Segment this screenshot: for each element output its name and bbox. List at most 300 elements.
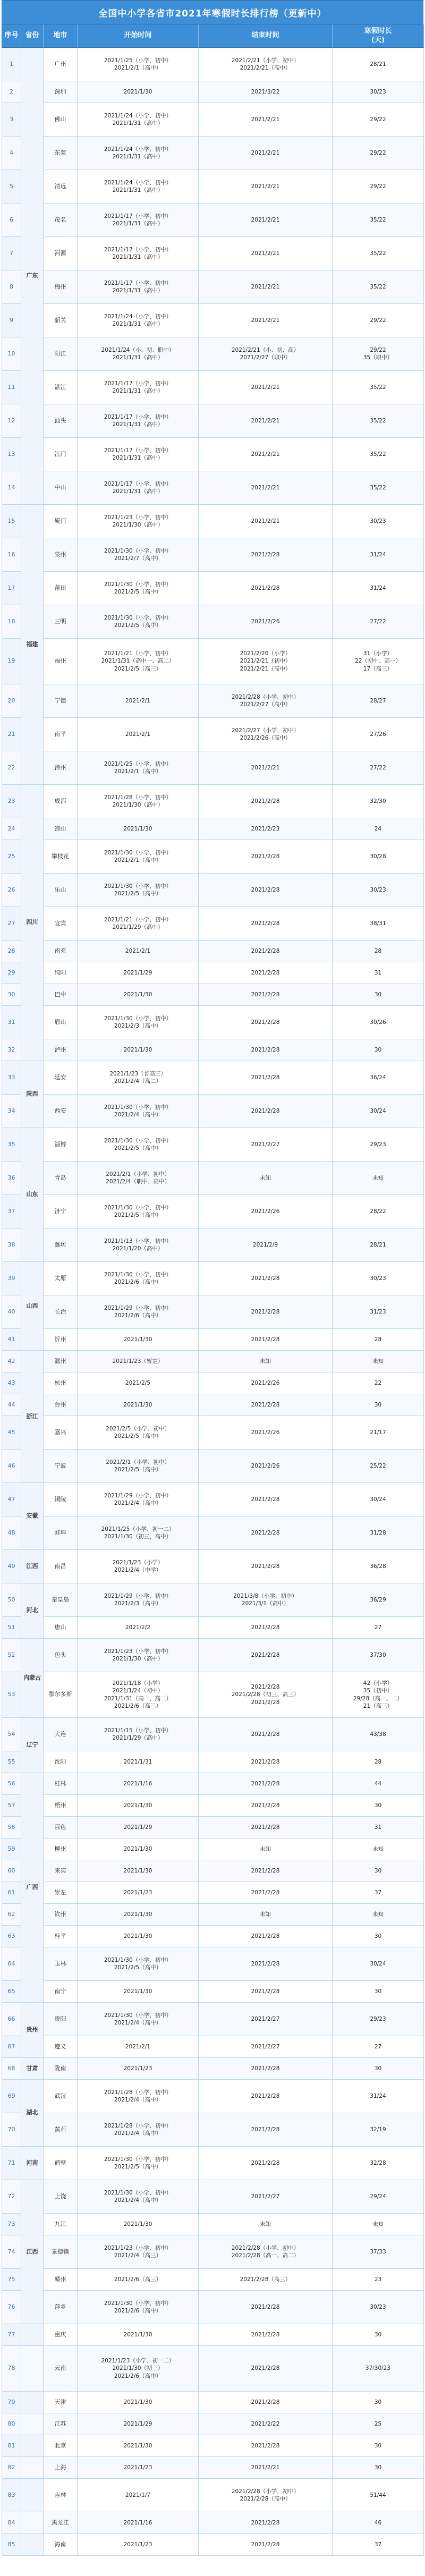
start-date-cell: 2021/1/29 (78, 2413, 199, 2435)
city-cell: 淄博 (44, 1128, 78, 1162)
duration-cell: 30/28 (333, 840, 424, 874)
row-index: 78 (2, 2346, 21, 2392)
end-date-cell: 2021/2/21 (199, 170, 333, 204)
duration-cell: 51/44 (333, 2479, 424, 2512)
duration-cell: 25/22 (333, 1450, 424, 1483)
duration-cell: 29/22 35（职中） (333, 337, 424, 371)
city-cell: 陇南 (44, 2058, 78, 2080)
end-date-cell: 2021/2/27 (199, 2180, 333, 2214)
end-date-cell: 2021/2/28 (199, 1751, 333, 1773)
duration-cell: 未知 (333, 1904, 424, 1926)
row-index: 5 (2, 170, 21, 204)
start-date-cell: 2021/1/24（小学、初中） 2021/1/31（高中） (78, 103, 199, 137)
duration-cell: 31/24 (333, 538, 424, 572)
duration-cell: 32/30 (333, 785, 424, 818)
row-index: 36 (2, 1162, 21, 1195)
duration-cell: 37/30/23 (333, 2346, 424, 2392)
city-cell: 赣州 (44, 2269, 78, 2291)
duration-cell: 30/23 (333, 81, 424, 103)
start-date-cell: 2021/1/30 (78, 2435, 199, 2457)
duration-cell: 37/33 (333, 2235, 424, 2269)
city-cell: 台州 (44, 1394, 78, 1416)
city-cell: 深圳 (44, 81, 78, 103)
city-cell: 崇左 (44, 1882, 78, 1904)
row-index: 64 (2, 1947, 21, 1981)
row-index: 37 (2, 1195, 21, 1228)
end-date-cell: 2021/2/28 (199, 1860, 333, 1882)
duration-cell: 30/24 (333, 1483, 424, 1516)
row-index: 83 (2, 2479, 21, 2512)
row-index: 31 (2, 1006, 21, 1039)
row-index: 72 (2, 2180, 21, 2214)
end-date-cell: 2021/2/28 (199, 1817, 333, 1838)
start-date-cell: 2021/1/23（小学、初一二） 2021/1/30（初三） 2021/2/6（高中） (78, 2346, 199, 2392)
header-province: 省份 (21, 24, 44, 48)
start-date-cell: 2021/1/30（小学、初中） 2021/2/4（高中） (78, 1095, 199, 1128)
city-cell: 阳江 (44, 337, 78, 371)
city-cell: 韶关 (44, 304, 78, 337)
start-date-cell: 2021/1/31 (78, 1751, 199, 1773)
end-date-cell: 2021/2/27 (199, 2003, 333, 2036)
end-date-cell: 未知 (199, 2214, 333, 2235)
city-cell: 中山 (44, 471, 78, 505)
end-date-cell: 2021/2/28 (199, 1718, 333, 1751)
end-date-cell: 2021/2/21（小、初、高） 2071/2/27（职中） (199, 337, 333, 371)
row-index: 23 (2, 785, 21, 818)
duration-cell: 21/17 (333, 1416, 424, 1450)
start-date-cell: 2021/1/23（小学、初中） 2021/2/4（高三） (78, 2235, 199, 2269)
duration-cell: 30/24 (333, 1095, 424, 1128)
start-date-cell: 2021/1/30 (78, 1860, 199, 1882)
end-date-cell: 2021/2/21（小学、初中） 2021/2/21（高中） (199, 48, 333, 81)
end-date-cell: 2021/2/27 (199, 1128, 333, 1162)
city-cell: 萍乡 (44, 2291, 78, 2324)
duration-cell: 未知 (333, 1351, 424, 1372)
end-date-cell: 2021/2/28 (199, 1795, 333, 1817)
duration-cell: 27 (333, 2036, 424, 2058)
duration-cell: 30 (333, 2457, 424, 2479)
row-index: 55 (2, 1751, 21, 1773)
start-date-cell: 2021/1/16 (78, 1773, 199, 1795)
city-cell: 海南 (44, 2534, 78, 2556)
row-index: 48 (2, 1516, 21, 1550)
duration-cell: 35/22 (333, 438, 424, 471)
province-cell: 湖北 (21, 2080, 44, 2147)
city-cell: 忻州 (44, 1329, 78, 1351)
province-cell: 河南 (21, 2147, 44, 2180)
province-cell-empty (21, 2324, 44, 2346)
duration-cell: 28/27 (333, 684, 424, 718)
start-date-cell: 2021/1/29（小学、初中） 2021/2/4（高中） (78, 1483, 199, 1516)
province-cell: 福建 (21, 505, 44, 785)
row-index: 85 (2, 2534, 21, 2556)
end-date-cell: 2021/2/21 (199, 137, 333, 170)
city-cell: 柳州 (44, 1838, 78, 1860)
city-cell: 武汉 (44, 2080, 78, 2113)
row-index: 7 (2, 237, 21, 270)
duration-cell: 28 (333, 940, 424, 962)
row-index: 28 (2, 940, 21, 962)
city-cell: 铜陵 (44, 1483, 78, 1516)
province-cell-empty (21, 2392, 44, 2413)
start-date-cell: 2021/1/29 (78, 1817, 199, 1838)
row-index: 69 (2, 2080, 21, 2113)
duration-cell: 30/26 (333, 1006, 424, 1039)
row-index: 45 (2, 1416, 21, 1450)
city-cell: 凉山 (44, 818, 78, 840)
end-date-cell: 2021/2/26 (199, 1372, 333, 1394)
end-date-cell: 2021/2/28 (199, 2058, 333, 2080)
end-date-cell: 2021/2/26 (199, 1195, 333, 1228)
row-index: 11 (2, 371, 21, 404)
start-date-cell: 2021/1/30 (78, 1926, 199, 1947)
end-date-cell: 2021/2/28 (199, 2346, 333, 2392)
city-cell: 汕头 (44, 404, 78, 438)
row-index: 19 (2, 639, 21, 684)
end-date-cell: 2021/2/28 (199, 1926, 333, 1947)
city-cell: 玉林 (44, 1947, 78, 1981)
city-cell: 西安 (44, 1095, 78, 1128)
city-cell: 广州 (44, 48, 78, 81)
row-index: 27 (2, 907, 21, 940)
city-cell: 云南 (44, 2346, 78, 2392)
duration-cell: 46 (333, 2512, 424, 2534)
row-index: 42 (2, 1351, 21, 1372)
province-cell: 山东 (21, 1128, 44, 1262)
end-date-cell: 2021/2/28 (199, 2147, 333, 2180)
duration-cell: 28/21 (333, 1228, 424, 1262)
start-date-cell: 2021/1/24（小学、初中） 2021/1/31（高中） (78, 304, 199, 337)
end-date-cell: 2021/2/28（小学、初中） 2021/2/28（高中） (199, 2479, 333, 2512)
row-index: 40 (2, 1295, 21, 1329)
row-index: 18 (2, 605, 21, 639)
row-index: 13 (2, 438, 21, 471)
end-date-cell: 2021/2/27 (199, 2036, 333, 2058)
start-date-cell: 2021/1/17（小学、初中） 2021/1/31（高中） (78, 438, 199, 471)
row-index: 4 (2, 137, 21, 170)
province-cell: 广西 (21, 1773, 44, 2003)
start-date-cell: 2021/1/23 (78, 2457, 199, 2479)
start-date-cell: 2021/1/18（小学） 2021/1/24（初中） 2021/1/31（高一、高二） 2021/2/6（高三） (78, 1672, 199, 1718)
start-date-cell: 2021/1/30 (78, 818, 199, 840)
end-date-cell: 2021/2/28 (199, 1981, 333, 2003)
row-index: 6 (2, 204, 21, 237)
end-date-cell: 2021/2/21 (199, 371, 333, 404)
start-date-cell: 2021/2/5（小学、初中） 2021/2/5（高中） (78, 1416, 199, 1450)
city-cell: 绵阳 (44, 962, 78, 984)
duration-cell: 38/31 (333, 907, 424, 940)
city-cell: 嘉兴 (44, 1416, 78, 1450)
end-date-cell: 2021/2/28 (199, 538, 333, 572)
row-index: 52 (2, 1639, 21, 1672)
duration-cell: 31 (333, 962, 424, 984)
city-cell: 南充 (44, 940, 78, 962)
table-header (2, 24, 423, 48)
start-date-cell: 2021/1/28（小学、初中） 2021/2/4（高中） (78, 2080, 199, 2113)
province-cell-empty (21, 2457, 44, 2479)
end-date-cell: 2021/2/28 (199, 1394, 333, 1416)
end-date-cell: 2021/2/20（小学） 2021/2/21（初中） 2021/2/21（高中） (199, 639, 333, 684)
end-date-cell: 未知 (199, 1838, 333, 1860)
row-index: 20 (2, 684, 21, 718)
start-date-cell: 2021/1/30（小学、初中） 2021/2/6（高中） (78, 1262, 199, 1295)
start-date-cell: 2021/2/1（小学、初中） 2021/2/4（职中、高中） (78, 1162, 199, 1195)
city-cell: 梅州 (44, 270, 78, 304)
end-date-cell: 2021/2/21 (199, 505, 333, 538)
row-index: 17 (2, 572, 21, 605)
end-date-cell: 2021/2/28 (199, 840, 333, 874)
start-date-cell: 2021/1/30（小学、初中） 2021/2/3（高中） (78, 1006, 199, 1039)
start-date-cell: 2021/1/23（暂定） (78, 1351, 199, 1372)
end-date-cell: 2021/2/28 (199, 1516, 333, 1550)
end-date-cell: 2021/2/21 (199, 304, 333, 337)
duration-cell: 30 (333, 1039, 424, 1061)
row-index: 81 (2, 2435, 21, 2457)
row-index: 47 (2, 1483, 21, 1516)
start-date-cell: 2021/1/30 (78, 1838, 199, 1860)
start-date-cell: 2021/1/30 (78, 2324, 199, 2346)
start-date-cell: 2021/1/30 (78, 1981, 199, 2003)
end-date-cell: 2021/2/27（小学、初中） 2021/2/26（高中） (199, 718, 333, 751)
start-date-cell: 2021/1/30（小学、初中） 2021/2/4（高中） (78, 2003, 199, 2036)
city-cell: 乐山 (44, 874, 78, 907)
end-date-cell: 2021/2/21 (199, 237, 333, 270)
duration-cell: 43/38 (333, 1718, 424, 1751)
city-cell: 泸州 (44, 1039, 78, 1061)
duration-cell: 28/21 (333, 48, 424, 81)
start-date-cell: 2021/1/7 (78, 2479, 199, 2512)
duration-cell: 23 (333, 2269, 424, 2291)
end-date-cell: 2021/2/28 (199, 572, 333, 605)
row-index: 10 (2, 337, 21, 371)
city-cell: 黄石 (44, 2113, 78, 2147)
start-date-cell: 2021/1/21（小学、初中） 2021/1/29（高中） (78, 907, 199, 940)
row-index: 35 (2, 1128, 21, 1162)
row-index: 15 (2, 505, 21, 538)
city-cell: 南宁 (44, 1981, 78, 2003)
end-date-cell: 未知 (199, 1351, 333, 1372)
start-date-cell: 2021/1/30（小学、初中） 2021/2/6（高中） (78, 2291, 199, 2324)
end-date-cell: 2021/2/21 (199, 204, 333, 237)
duration-cell: 30 (333, 984, 424, 1006)
duration-cell: 27/26 (333, 718, 424, 751)
province-cell-empty (21, 2512, 44, 2534)
duration-cell: 31（小学） 22（初中、高一） 17（高三） (333, 639, 424, 684)
end-date-cell: 2021/2/28 (199, 1639, 333, 1672)
end-date-cell: 2021/2/28 (199, 1061, 333, 1095)
row-index: 76 (2, 2291, 21, 2324)
start-date-cell: 2021/1/23（小学、初中） 2021/1/30（高中） (78, 1639, 199, 1672)
duration-cell: 未知 (333, 1838, 424, 1860)
duration-cell: 未知 (333, 1162, 424, 1195)
duration-cell: 42（小学） 35（初中） 29/28（高一、二） 21（高三） (333, 1672, 424, 1718)
end-date-cell: 2021/2/28 (199, 907, 333, 940)
city-cell: 眉山 (44, 1006, 78, 1039)
duration-cell: 30/23 (333, 874, 424, 907)
duration-cell: 30 (333, 1981, 424, 2003)
city-cell: 莆田 (44, 572, 78, 605)
end-date-cell: 2021/2/28（高三） (199, 2269, 333, 2291)
city-cell: 鹤壁 (44, 2147, 78, 2180)
duration-cell: 30/23 (333, 1262, 424, 1295)
duration-cell: 31/24 (333, 572, 424, 605)
end-date-cell: 2021/2/9 (199, 1228, 333, 1262)
start-date-cell: 2021/1/24（小学、初中） 2021/1/31（高中） (78, 170, 199, 204)
city-cell: 北京 (44, 2435, 78, 2457)
row-index: 60 (2, 1860, 21, 1882)
start-date-cell: 2021/1/30（小学、初中） 2021/2/1（高中） (78, 840, 199, 874)
start-date-cell: 2021/1/30 (78, 2214, 199, 2235)
row-index: 3 (2, 103, 21, 137)
city-cell: 秦皇岛 (44, 1583, 78, 1617)
page-title: 全国中小学各省市2021年寒假时长排行榜（更新中） (2, 0, 423, 24)
end-date-cell: 2021/2/21 (199, 103, 333, 137)
end-date-cell: 2021/2/28 (199, 2392, 333, 2413)
end-date-cell: 2021/2/28 (199, 1947, 333, 1981)
end-date-cell: 2021/2/21 (199, 438, 333, 471)
row-index: 44 (2, 1394, 21, 1416)
start-date-cell: 2021/1/25（小学、初一二） 2021/1/30（初三、高中） (78, 1516, 199, 1550)
city-cell: 天津 (44, 2392, 78, 2413)
duration-cell: 29/23 (333, 1128, 424, 1162)
start-date-cell: 2021/1/29（小学、初中） 2021/2/6（高中） (78, 1295, 199, 1329)
start-date-cell: 2021/1/30（小学、初中） 2021/2/5（高中） (78, 1195, 199, 1228)
row-index: 63 (2, 1926, 21, 1947)
end-date-cell: 2021/2/28 (199, 1882, 333, 1904)
province-cell-empty (21, 2413, 44, 2435)
end-date-cell: 未知 (199, 1162, 333, 1195)
province-cell: 贵州 (21, 2003, 44, 2058)
start-date-cell: 2021/1/24（小、初、职中） 2021/1/31（高中） (78, 337, 199, 371)
province-cell: 内蒙古 (21, 1639, 44, 1718)
end-date-cell: 2021/2/28（小学、初中） 2021/2/27（高中） (199, 684, 333, 718)
end-date-cell: 2021/2/28 (199, 785, 333, 818)
city-cell: 杭州 (44, 1372, 78, 1394)
row-index: 67 (2, 2036, 21, 2058)
row-index: 16 (2, 538, 21, 572)
start-date-cell: 2021/1/30 (78, 1039, 199, 1061)
start-date-cell: 2021/1/23（小学、初中） 2021/1/30（高中） (78, 505, 199, 538)
city-cell: 厦门 (44, 505, 78, 538)
start-date-cell: 2021/2/1（小学、初中） 2021/2/5（高中） (78, 1450, 199, 1483)
city-cell: 南平 (44, 718, 78, 751)
row-index: 70 (2, 2113, 21, 2147)
row-index: 65 (2, 1981, 21, 2003)
row-index: 82 (2, 2457, 21, 2479)
city-cell: 清远 (44, 170, 78, 204)
start-date-cell: 2021/1/30（小学、初中） 2021/2/5（高中） (78, 874, 199, 907)
duration-cell: 28 (333, 1329, 424, 1351)
end-date-cell: 2021/2/28 (199, 1295, 333, 1329)
duration-cell: 36/24 (333, 1061, 424, 1095)
end-date-cell: 2021/2/22 (199, 2413, 333, 2435)
row-index: 66 (2, 2003, 21, 2036)
city-cell: 延安 (44, 1061, 78, 1095)
row-index: 34 (2, 1095, 21, 1128)
city-cell: 贵阳 (44, 2003, 78, 2036)
row-index: 29 (2, 962, 21, 984)
row-index: 56 (2, 1773, 21, 1795)
city-cell: 巴中 (44, 984, 78, 1006)
start-date-cell: 2021/1/30（小学、初中） 2021/2/5（高中） (78, 1128, 199, 1162)
start-date-cell: 2021/1/29 (78, 962, 199, 984)
duration-cell: 35/22 (333, 404, 424, 438)
city-cell: 桂平 (44, 1926, 78, 1947)
header-start: 开始时间 (78, 24, 199, 48)
city-cell: 茂名 (44, 204, 78, 237)
start-date-cell: 2021/1/28（小学、初中） 2021/1/30（高中） (78, 785, 199, 818)
end-date-cell: 2021/2/28 (199, 1773, 333, 1795)
province-cell-empty (21, 2435, 44, 2457)
province-cell: 四川 (21, 785, 44, 1061)
city-cell: 太原 (44, 1262, 78, 1295)
duration-cell: 30/24 (333, 1947, 424, 1981)
city-cell: 唐山 (44, 1617, 78, 1639)
duration-cell: 27 (333, 1617, 424, 1639)
row-index: 21 (2, 718, 21, 751)
city-cell: 黑龙江 (44, 2512, 78, 2534)
end-date-cell: 未知 (199, 1904, 333, 1926)
start-date-cell: 2021/1/23 (78, 1882, 199, 1904)
duration-cell: 24 (333, 818, 424, 840)
city-cell: 福州 (44, 639, 78, 684)
duration-cell: 30/23 (333, 2291, 424, 2324)
row-index: 33 (2, 1061, 21, 1095)
duration-cell: 35/22 (333, 204, 424, 237)
province-cell-empty (21, 2479, 44, 2512)
end-date-cell: 2021/2/28 (199, 874, 333, 907)
row-index: 12 (2, 404, 21, 438)
start-date-cell: 2021/1/30 (78, 1904, 199, 1926)
duration-cell: 37/30 (333, 1639, 424, 1672)
province-cell: 安徽 (21, 1483, 44, 1550)
start-date-cell: 2021/2/6（高三） (78, 2269, 199, 2291)
end-date-cell: 2021/2/28 (199, 1039, 333, 1061)
row-index: 57 (2, 1795, 21, 1817)
end-date-cell: 2021/2/21 (199, 471, 333, 505)
end-date-cell: 2021/2/28 (199, 2324, 333, 2346)
duration-cell: 31/23 (333, 1295, 424, 1329)
city-cell: 上海 (44, 2457, 78, 2479)
city-cell: 佛山 (44, 103, 78, 137)
row-index: 49 (2, 1550, 21, 1583)
city-cell: 宁德 (44, 684, 78, 718)
duration-cell: 30 (333, 2058, 424, 2080)
start-date-cell: 2021/2/5 (78, 1372, 199, 1394)
duration-cell: 31/24 (333, 2080, 424, 2113)
duration-cell: 32/28 (333, 2147, 424, 2180)
duration-cell: 30 (333, 1926, 424, 1947)
row-index: 84 (2, 2512, 21, 2534)
duration-cell: 44 (333, 1773, 424, 1795)
city-cell: 宜宾 (44, 907, 78, 940)
end-date-cell: 2021/2/21 (199, 404, 333, 438)
city-cell: 梧州 (44, 1795, 78, 1817)
duration-cell: 28/22 (333, 1195, 424, 1228)
end-date-cell: 2021/2/28 (199, 962, 333, 984)
start-date-cell: 2021/1/25（小学、初中） 2021/2/1（高中） (78, 48, 199, 81)
start-date-cell: 2021/1/16 (78, 2512, 199, 2534)
province-cell: 山西 (21, 1262, 44, 1351)
row-index: 8 (2, 270, 21, 304)
start-date-cell: 2021/1/23 (78, 2058, 199, 2080)
city-cell: 温州 (44, 1351, 78, 1372)
end-date-cell: 2021/2/28 (199, 1262, 333, 1295)
start-date-cell: 2021/1/23（普高三） 2021/2/4（高二） (78, 1061, 199, 1095)
duration-cell: 35/22 (333, 371, 424, 404)
city-cell: 重庆 (44, 2324, 78, 2346)
duration-cell: 37 (333, 2534, 424, 2556)
